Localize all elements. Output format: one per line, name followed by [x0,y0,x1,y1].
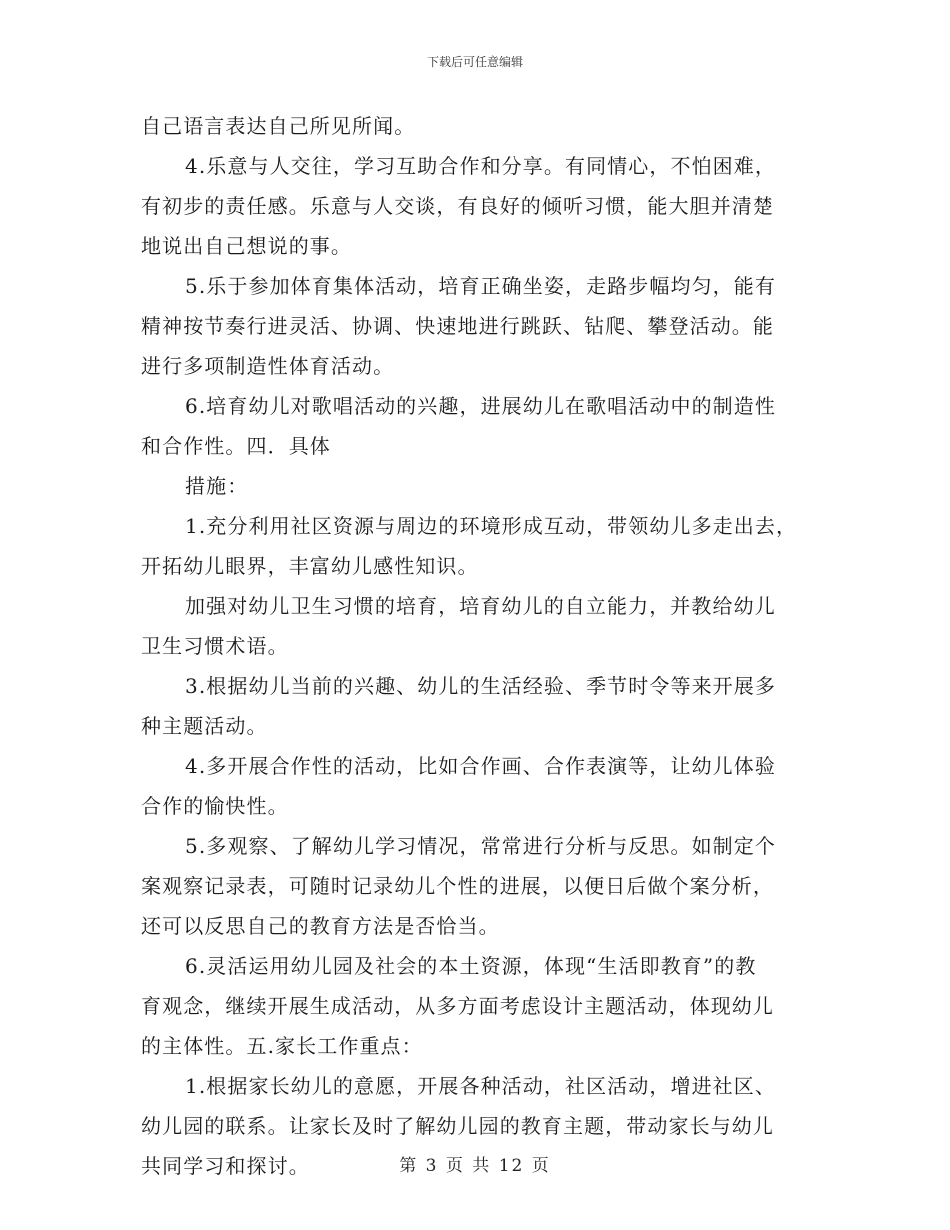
text-line: 1.根据家长幼儿的意愿，开展各种活动，社区活动，增进社区、 [185,1074,776,1098]
text-line: 育观念，继续开展生成活动，从多方面考虑设计主题活动，体现幼儿 [141,994,774,1018]
text-line: 4.乐意与人交往，学习互助合作和分享。有同情心，不怕困难， [185,154,776,178]
text-line: 5.乐于参加体育集体活动，培育正确坐姿，走路步幅均匀，能有 [185,274,776,298]
text-line: 措施： [185,474,249,498]
page-number: 第 3 页 共 12 页 [399,1156,551,1176]
text-line: 地说出自己想说的事。 [141,234,352,258]
text-line: 卫生习惯术语。 [141,634,289,658]
text-line: 5.多观察、了解幼儿学习情况，常常进行分析与反思。如制定个 [185,834,776,858]
page-header-note: 下载后可任意编辑 [426,55,523,69]
text-line: 1.充分利用社区资源与周边的环境形成互动，带领幼儿多走出去， [185,514,798,538]
text-line: 还可以反思自己的教育方法是否恰当。 [141,914,500,938]
document-body [141,106,821,1186]
text-line: 4.多开展合作性的活动，比如合作画、合作表演等，让幼儿体验 [185,754,776,778]
text-line: 的主体性。五.家长工作重点： [141,1034,423,1058]
text-line: 共同学习和探讨。 [141,1154,310,1178]
text-line: 种主题活动。 [141,714,268,738]
text-line: 加强对幼儿卫生习惯的培育，培育幼儿的自立能力，并教给幼儿 [185,594,776,618]
text-line: 和合作性。四．具体 [141,434,331,458]
text-line: 幼儿园的联系。让家长及时了解幼儿园的教育主题，带动家长与幼儿 [141,1114,774,1138]
text-line: 案观察记录表，可随时记录幼儿个性的进展，以便日后做个案分析， [141,874,774,898]
text-line: 合作的愉快性。 [141,794,289,818]
text-line: 有初步的责任感。乐意与人交谈，有良好的倾听习惯，能大胆并清楚 [141,194,774,218]
text-line: 6.灵活运用幼儿园及社会的本土资源，体现“生活即教育”的教 [185,954,757,978]
text-line: 6.培育幼儿对歌唱活动的兴趣，进展幼儿在歌唱活动中的制造性 [185,394,776,418]
text-line: 开拓幼儿眼界，丰富幼儿感性知识。 [141,554,479,578]
text-line: 自己语言表达自己所见所闻。 [141,114,416,138]
text-line: 精神按节奏行进灵活、协调、快速地进行跳跃、钻爬、攀登活动。能 [141,314,774,338]
text-line: 3.根据幼儿当前的兴趣、幼儿的生活经验、季节时令等来开展多 [185,674,776,698]
text-line: 进行多项制造性体育活动。 [141,354,395,378]
